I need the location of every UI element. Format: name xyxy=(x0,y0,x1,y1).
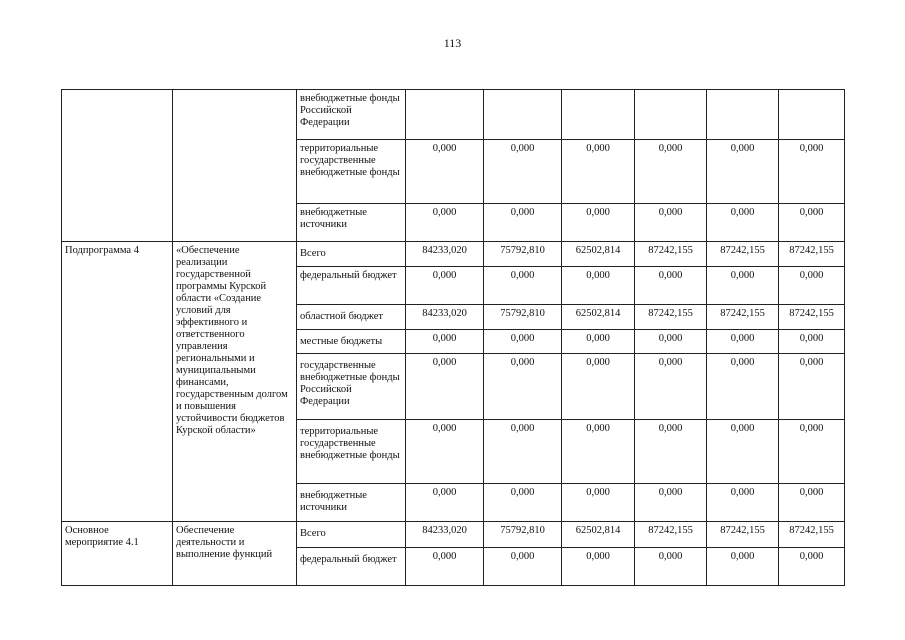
measure-status-cell: Основное мероприятие 4.1 xyxy=(62,522,173,586)
value-cell: 0,000 xyxy=(707,140,779,204)
measure-name-cell: Обеспечение деятельности и выполнение функций xyxy=(173,522,297,586)
value-cell: 0,000 xyxy=(707,204,779,242)
value-cell: 0,000 xyxy=(635,484,707,522)
source-cell: внебюджетные фонды Российской Федерации xyxy=(297,90,406,140)
value-cell: 0,000 xyxy=(562,420,635,484)
value-cell: 0,000 xyxy=(406,548,484,586)
value-cell: 62502,814 xyxy=(562,522,635,548)
value-cell xyxy=(406,90,484,140)
source-cell: Всего xyxy=(297,522,406,548)
source-cell: внебюджетные источники xyxy=(297,484,406,522)
budget-table xyxy=(61,89,845,586)
value-cell: 0,000 xyxy=(484,420,562,484)
value-cell: 0,000 xyxy=(484,204,562,242)
value-cell: 87242,155 xyxy=(779,305,845,330)
value-cell: 87242,155 xyxy=(707,522,779,548)
value-cell: 0,000 xyxy=(484,484,562,522)
value-cell: 0,000 xyxy=(562,548,635,586)
value-cell: 0,000 xyxy=(406,204,484,242)
value-cell: 0,000 xyxy=(779,204,845,242)
value-cell: 0,000 xyxy=(635,420,707,484)
value-cell: 75792,810 xyxy=(484,242,562,267)
value-cell: 0,000 xyxy=(635,354,707,420)
value-cell: 0,000 xyxy=(562,267,635,305)
value-cell: 0,000 xyxy=(707,420,779,484)
value-cell: 84233,020 xyxy=(406,522,484,548)
value-cell: 0,000 xyxy=(779,354,845,420)
value-cell: 0,000 xyxy=(562,204,635,242)
source-cell: федеральный бюджет xyxy=(297,267,406,305)
value-cell: 0,000 xyxy=(779,330,845,354)
value-cell: 0,000 xyxy=(635,267,707,305)
value-cell: 0,000 xyxy=(406,330,484,354)
value-cell: 75792,810 xyxy=(484,522,562,548)
program-name-cell: «Обеспечение реализации государственной программы Курской области «Создание условий для эффективного и ответственного управления региональными и муниципальными финансами, государственным долгом и повышения устойчивости бюджетов Курской области» xyxy=(173,242,297,522)
value-cell: 0,000 xyxy=(484,140,562,204)
value-cell: 0,000 xyxy=(562,330,635,354)
value-cell: 87242,155 xyxy=(707,305,779,330)
source-cell: Всего xyxy=(297,242,406,267)
status-cell xyxy=(62,90,173,242)
source-cell: территориальные государственные внебюджетные фонды xyxy=(297,140,406,204)
value-cell xyxy=(779,90,845,140)
value-cell: 75792,810 xyxy=(484,305,562,330)
value-cell: 0,000 xyxy=(562,354,635,420)
page-number: 113 xyxy=(443,36,462,50)
value-cell: 0,000 xyxy=(484,267,562,305)
value-cell: 87242,155 xyxy=(779,242,845,267)
value-cell xyxy=(562,90,635,140)
source-cell: государственные внебюджетные фонды Российской Федерации xyxy=(297,354,406,420)
source-cell: областной бюджет xyxy=(297,305,406,330)
value-cell: 0,000 xyxy=(562,484,635,522)
value-cell: 0,000 xyxy=(484,354,562,420)
source-cell: внебюджетные источники xyxy=(297,204,406,242)
value-cell: 0,000 xyxy=(562,140,635,204)
value-cell: 0,000 xyxy=(406,267,484,305)
value-cell: 0,000 xyxy=(635,330,707,354)
table-row xyxy=(62,522,845,548)
value-cell: 84233,020 xyxy=(406,305,484,330)
value-cell: 0,000 xyxy=(779,140,845,204)
value-cell: 87242,155 xyxy=(635,305,707,330)
source-cell: территориальные государственные внебюджетные фонды xyxy=(297,420,406,484)
value-cell: 0,000 xyxy=(484,548,562,586)
value-cell: 0,000 xyxy=(707,330,779,354)
value-cell: 0,000 xyxy=(406,354,484,420)
value-cell xyxy=(707,90,779,140)
table-row xyxy=(62,90,845,140)
value-cell: 84233,020 xyxy=(406,242,484,267)
value-cell: 62502,814 xyxy=(562,242,635,267)
value-cell: 0,000 xyxy=(779,420,845,484)
value-cell: 87242,155 xyxy=(707,242,779,267)
value-cell: 0,000 xyxy=(406,484,484,522)
source-cell: местные бюджеты xyxy=(297,330,406,354)
table-row xyxy=(62,242,845,267)
value-cell: 0,000 xyxy=(707,267,779,305)
value-cell: 0,000 xyxy=(707,484,779,522)
value-cell: 0,000 xyxy=(779,484,845,522)
source-cell: федеральный бюджет xyxy=(297,548,406,586)
value-cell: 0,000 xyxy=(635,204,707,242)
value-cell: 62502,814 xyxy=(562,305,635,330)
value-cell: 0,000 xyxy=(779,267,845,305)
name-cell xyxy=(173,90,297,242)
value-cell xyxy=(635,90,707,140)
value-cell: 0,000 xyxy=(635,548,707,586)
value-cell: 0,000 xyxy=(635,140,707,204)
value-cell: 0,000 xyxy=(707,354,779,420)
value-cell: 87242,155 xyxy=(779,522,845,548)
value-cell xyxy=(484,90,562,140)
value-cell: 0,000 xyxy=(406,140,484,204)
value-cell: 0,000 xyxy=(707,548,779,586)
value-cell: 0,000 xyxy=(779,548,845,586)
value-cell: 0,000 xyxy=(406,420,484,484)
value-cell: 0,000 xyxy=(484,330,562,354)
value-cell: 87242,155 xyxy=(635,242,707,267)
program-status-cell: Подпрограмма 4 xyxy=(62,242,173,522)
value-cell: 87242,155 xyxy=(635,522,707,548)
